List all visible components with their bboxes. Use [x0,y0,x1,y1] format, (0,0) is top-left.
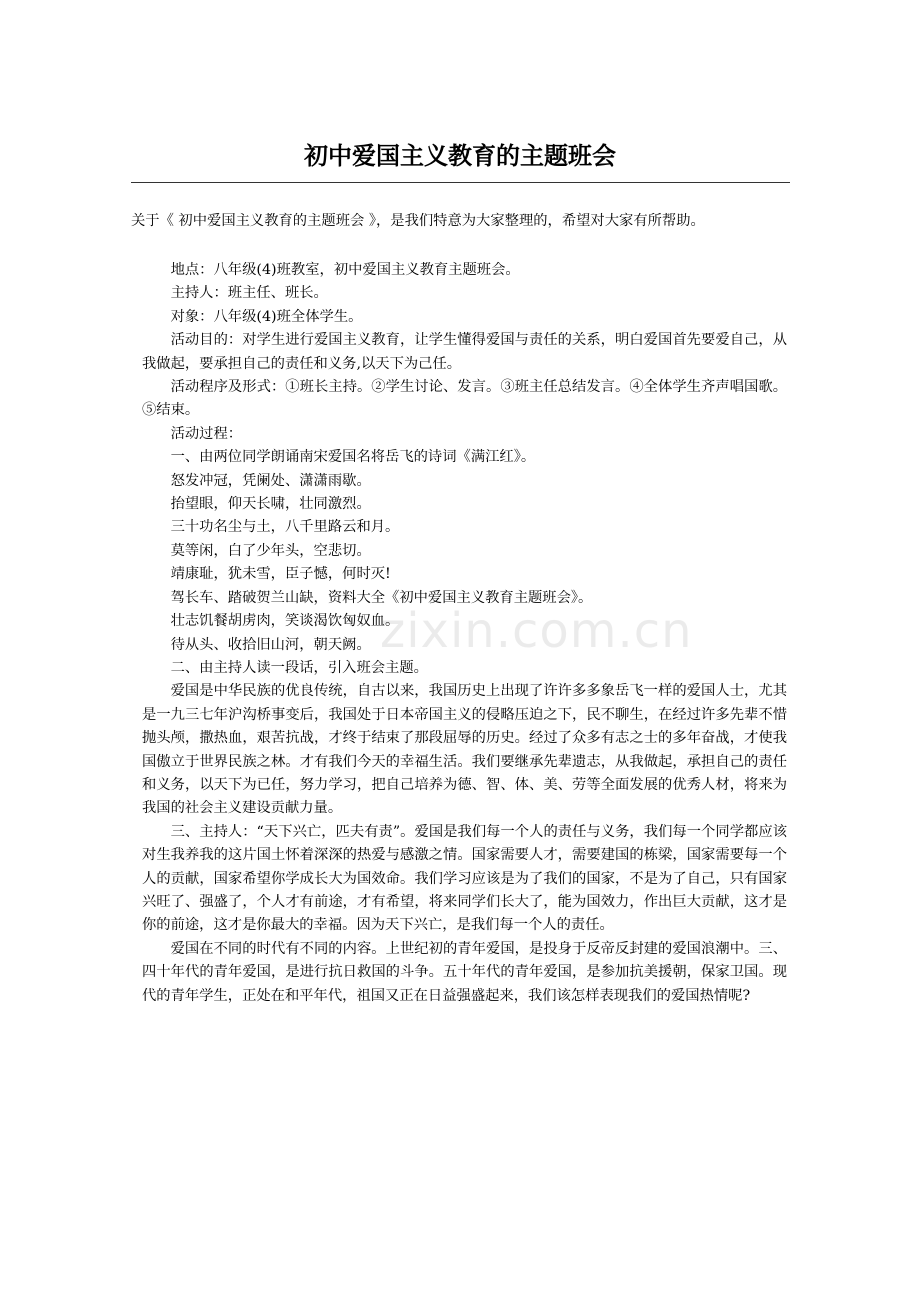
paragraph-step-two: 二、由主持人读一段话，引入班会主题。 [170,659,428,676]
poem-line: 待从头、收拾旧山河，朝天阙。 [170,636,371,653]
poem-line: 怒发冲冠，凭阑处、潇潇雨歇。 [170,472,371,489]
poem-line: 莫等闲，白了少年头，空悲切。 [170,542,371,559]
paragraph-audience: 对象：八年级(4)班全体学生。 [170,308,363,325]
poem-line: 靖康耻，犹未雪，臣子憾，何时灭! [170,566,391,583]
paragraph-host: 主持人：班主任、班长。 [170,285,328,302]
paragraph-body: 爱国是中华民族的优良传统，自古以来，我国历史上出现了许许多多象岳飞一样的爱国人士，尤其是一九三七年沪沟桥事变后，我国处于日本帝国主义的侵略压迫之下，民不聊生，在经过许多先辈不惜抛头颅，撒热血，艰苦抗战，才终于结束了那段屈辱的历史。经过了众多有志之士的多年奋战，才使我国傲立于世界民族之林。才有我们今天的幸福生活。我们要继承先辈遗志，从我做起，承担自己的责任和义务，以天下为已任，努力学习，把自己培养为德、智、体、美、劳等全面发展的优秀人材，将来为我国的社会主义建设贡献力量。 [142,683,787,817]
poem-line: 驾长车、踏破贺兰山缺，资料大全《初中爱国主义教育主题班会》。 [170,589,593,606]
paragraph-body: 爱国在不同的时代有不同的内容。上世纪初的青年爱国，是投身于反帝反封建的爱国浪潮中。三、四十年代的青年爱国，是进行抗日救国的斗争。五十年代的青年爱国，是参加抗美援朝，保家卫国。现代的青年学生，正处在和平年代，祖国又正在日益强盛起来，我们该怎样表现我们的爱国热情呢? [142,940,787,1004]
title-divider [131,182,790,183]
intro-text: 关于《 初中爱国主义教育的主题班会 》，是我们特意为大家整理的，希望对大家有所帮助。 [131,213,705,229]
paragraph-location: 地点：八年级(4)班教室，初中爱国主义教育主题班会。 [170,262,520,278]
paragraph-procedure: 活动程序及形式：①班长主持。②学生讨论、发言。③班主任总结发言。④全体学生齐声唱国歌。⑤结束。 [142,379,787,419]
watermark-text: zixin.com.cn [380,603,693,659]
poem-line: 抬望眼，仰天长啸，壮同激烈。 [170,496,371,513]
paragraph-step-three: 三、主持人：“天下兴亡，匹夫有责”。爱国是我们每一个人的责任与义务，我们每一个同学都应该对生我养我的这片国土怀着深深的热爱与感激之情。国家需要人才，需要建国的栋梁，国家需要每一个人的贡献，国家希望你学成长大为国效命。我们学习应该是为了我们的国家，不是为了自己，只有国家兴旺了、强盛了，个人才有前途，才有希望，将来同学们长大了，能为国效力，作出巨大贡献，这才是你的前途，这才是你最大的幸福。因为天下兴亡，是我们每一个人的责任。 [142,823,787,934]
paragraph-purpose: 活动目的：对学生进行爱国主义教育，让学生懂得爱国与责任的关系，明白爱国首先要爱自己，从我做起，要承担自己的责任和义务,以天下为己任。 [142,332,787,372]
poem-line: 三十功名尘与土，八千里路云和月。 [170,519,400,536]
paragraph-process-heading: 活动过程： [170,425,243,442]
poem-line: 壮志饥餐胡虏肉，笑谈渴饮匈奴血。 [170,613,400,630]
paragraph-step-one: 一、由两位同学朗诵南宋爱国名将岳飞的诗词《满江红》。 [170,449,536,466]
document-body [142,259,787,1008]
document-title: 初中爱国主义教育的主题班会 [304,142,616,170]
